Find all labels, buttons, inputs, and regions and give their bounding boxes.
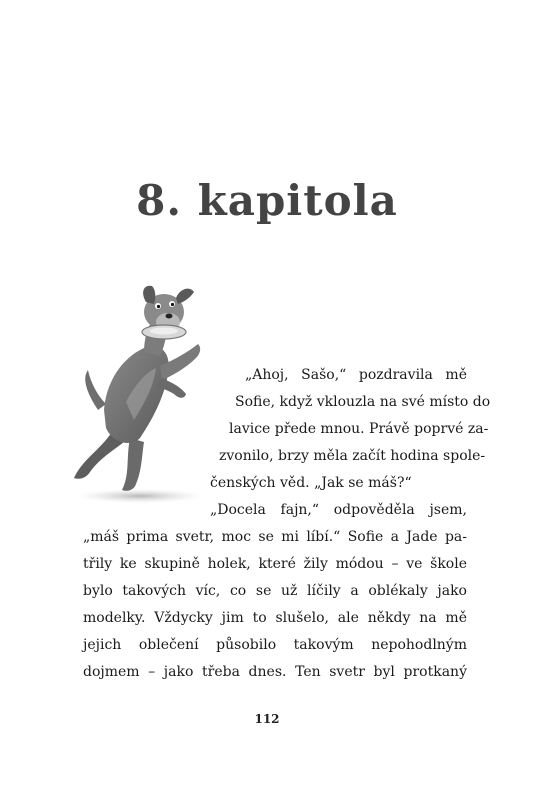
text-line: „Docela fajn,“ odpověděla jsem,: [210, 502, 467, 518]
text-line: jejich oblečení působilo takovým nepohodlným: [83, 637, 467, 653]
text-line: modelky. Vždycky jim to slušelo, ale někdy na mě: [83, 610, 467, 626]
text-line: „Ahoj, Sašo,“ pozdravila mě: [245, 367, 467, 383]
text-line: dojmem – jako třeba dnes. Ten svetr byl protkaný: [83, 664, 467, 680]
text-line: čenských věd. „Jak se máš?“: [210, 475, 412, 491]
page-number: 112: [254, 712, 280, 726]
dog-with-frisbee-icon: [60, 282, 210, 510]
chapter-title: 8. kapitola: [136, 176, 398, 225]
text-line: zvonilo, brzy měla začít hodina spole-: [219, 448, 486, 464]
text-line: bylo takových víc, co se už líčily a oblékaly jako: [83, 583, 467, 599]
text-line: třily ke skupině holek, které žily módou – ve škole: [83, 556, 467, 572]
text-line: Sofie, když vklouzla na své místo do: [235, 394, 491, 410]
text-line: lavice přede mnou. Právě poprvé za-: [229, 421, 489, 437]
text-line: „máš prima svetr, moc se mi líbí.“ Sofie a Jade pa-: [83, 529, 467, 545]
